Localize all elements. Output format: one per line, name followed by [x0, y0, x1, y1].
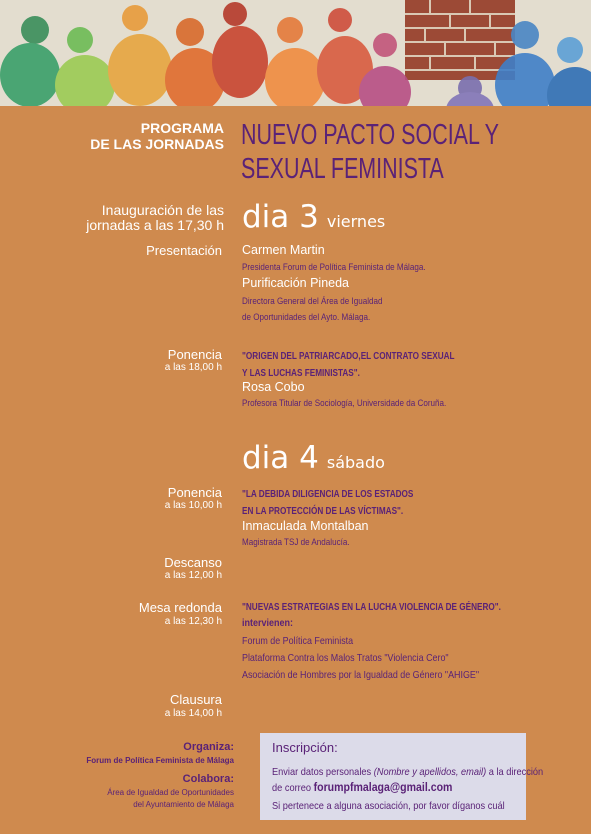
inauguration-line-1: Inauguración de las	[101, 202, 224, 218]
ponencia-2-role: Magistrada TSJ de Andalucía.	[242, 537, 350, 548]
clausura-time: a las 14,00 h	[164, 708, 222, 719]
presenter-1-name: Carmen Martin	[242, 243, 325, 257]
inscripcion-email-link[interactable]: forumpfmalaga@gmail.com	[313, 780, 453, 794]
inauguration-text	[86, 203, 224, 233]
colabora-value	[107, 787, 234, 811]
colabora-label: Colabora:	[182, 773, 234, 785]
programa-line-2: DE LAS JORNADAS	[90, 136, 224, 152]
ponencia-2-label: Ponencia	[167, 485, 222, 500]
day-4-heading	[242, 440, 385, 476]
ponencia-1-title-line-1: "ORIGEN DEL PATRIARCADO,EL CONTRATO SEXUAL	[242, 351, 455, 362]
presentacion-label: Presentación	[146, 243, 222, 258]
mesa-redonda-time: a las 12,30 h	[164, 616, 222, 627]
ponencia-1-label: Ponencia	[167, 347, 222, 362]
ponencia-2-title-line-2: EN LA PROTECCIÓN DE LAS VÍCTIMAS".	[242, 506, 404, 517]
descanso-label: Descanso	[164, 555, 222, 570]
ponencia-2-title-line-1: "LA DEBIDA DILIGENCIA DE LOS ESTADOS	[242, 489, 414, 500]
programa-heading	[90, 120, 224, 152]
inscripcion-line-2-start: de correo	[272, 782, 314, 794]
inscripcion-box	[260, 733, 544, 820]
inscripcion-line-1-start: Enviar datos personales	[272, 766, 374, 778]
ponencia-2-title	[242, 486, 413, 520]
colabora-line-2: del Ayuntamiento de Málaga	[133, 800, 234, 809]
inscripcion-line-3: Si pertenece a alguna asociación, por favor díganos cuál	[272, 800, 505, 812]
descanso-time: a las 12,00 h	[164, 570, 222, 581]
participant-item: Plataforma Contra los Malos Tratos "Violencia Cero"	[242, 652, 449, 664]
presenter-2-role	[242, 294, 383, 326]
mesa-redonda-label: Mesa redonda	[138, 600, 222, 615]
presenter-1-role: Presidenta Forum de Política Feminista de Málaga.	[242, 262, 426, 273]
inscripcion-line-1-italic: (Nombre y apellidos, email)	[373, 766, 487, 778]
ponencia-1-title	[242, 348, 455, 382]
inscripcion-line-1	[272, 766, 543, 778]
intervienen-label: intervienen:	[242, 618, 294, 629]
day-4-weekday: sábado	[326, 453, 385, 472]
main-title	[241, 118, 499, 186]
header-banner-image	[0, 0, 591, 106]
clausura-label: Clausura	[169, 692, 222, 707]
mesa-redonda-title: "NUEVAS ESTRATEGIAS EN LA LUCHA VIOLENCIA DE GÉNERO".	[242, 602, 501, 613]
inauguration-line-2: jornadas a las 17,30 h	[86, 217, 224, 233]
participant-item: Forum de Política Feminista	[242, 635, 354, 647]
presenter-2-role-line-2: de Oportunidades del Ayto. Málaga.	[242, 312, 371, 323]
participant-item: Asociación de Hombres por la Igualdad de Género "AHIGE"	[242, 669, 480, 681]
ponencia-1-time: a las 18,00 h	[164, 362, 222, 373]
day-3-label: dia 3	[242, 199, 319, 235]
ponencia-2-speaker: Inmaculada Montalban	[242, 519, 369, 533]
inscripcion-line-2	[272, 780, 452, 794]
presenter-2-role-line-1: Directora General del Área de Igualdad	[242, 296, 383, 307]
mesa-redonda-participants	[242, 633, 479, 684]
main-title-line-2: SEXUAL FEMINISTA	[241, 153, 444, 185]
organiza-value: Forum de Política Feminista de Málaga	[86, 756, 234, 765]
colabora-line-1: Área de Igualdad de Oportunidades	[107, 788, 234, 797]
organiza-label: Organiza:	[183, 741, 234, 753]
ponencia-1-role: Profesora Titular de Sociología, Universidade da Coruña.	[242, 398, 447, 409]
day-3-weekday: viernes	[326, 212, 386, 231]
ponencia-2-time: a las 10,00 h	[164, 500, 222, 511]
main-title-line-1: NUEVO PACTO SOCIAL Y	[241, 119, 499, 151]
ponencia-1-title-line-2: Y LAS LUCHAS FEMINISTAS".	[242, 368, 360, 379]
ponencia-1-speaker: Rosa Cobo	[242, 380, 305, 394]
inscripcion-line-1-end: a la dirección	[486, 766, 544, 778]
day-3-heading	[242, 199, 385, 235]
inscripcion-title: Inscripción:	[272, 740, 338, 755]
presenter-2-name: Purificación Pineda	[242, 276, 350, 290]
day-4-label: dia 4	[242, 440, 319, 476]
programa-line-1: PROGRAMA	[140, 120, 224, 136]
